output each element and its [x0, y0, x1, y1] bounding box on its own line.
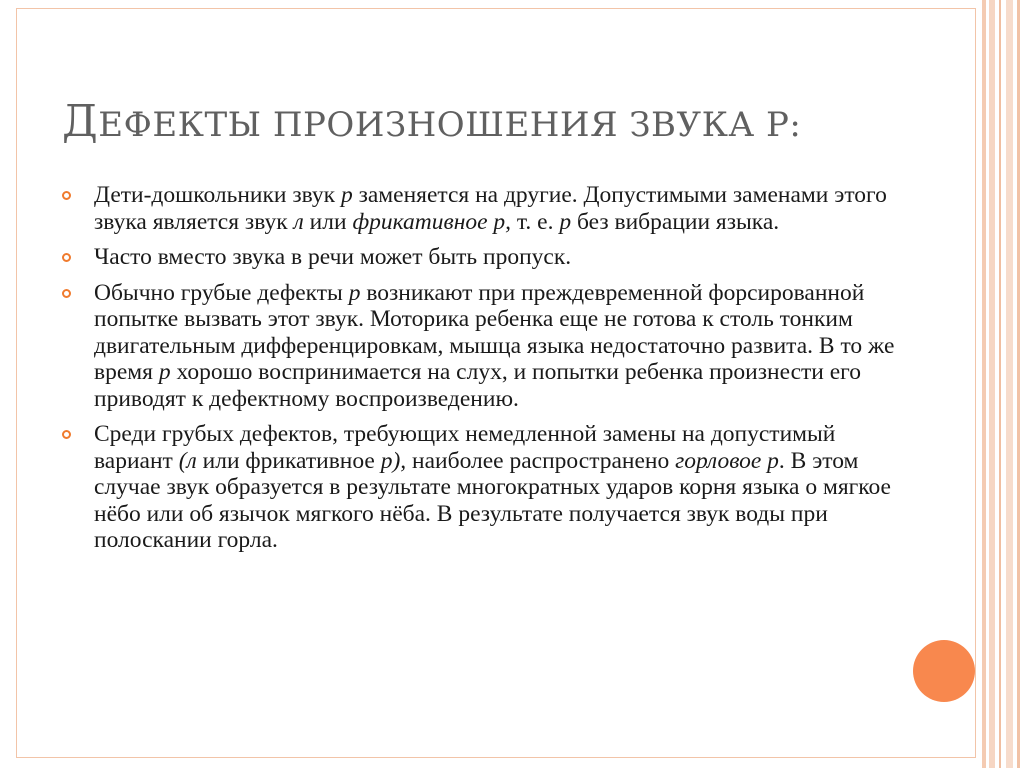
- bullet-text-italic: р),: [380, 447, 407, 474]
- bullet-ring-icon: [62, 191, 71, 200]
- bullet-text-run: Обычно грубые дефекты: [94, 279, 349, 306]
- bullet-item: [62, 244, 902, 271]
- bullet-list: [62, 182, 902, 563]
- bullet-text: [94, 421, 891, 553]
- bullet-text: [94, 280, 894, 412]
- decorative-stripe: [982, 0, 986, 768]
- bullet-text-italic: р: [348, 279, 361, 306]
- decorative-stripe: [989, 0, 995, 768]
- bullet-text: [94, 182, 887, 235]
- slide-title: [62, 96, 962, 147]
- bullet-text-run: возникают при преждевременной форсированной попытке вызвать этот звук. Моторика ребенка еще не готова к столь тонким двигательным дифференцировкам, мышца языка недостаточно развита. В то же время: [94, 279, 895, 385]
- bullet-text-run: наиболее распространено: [406, 447, 676, 474]
- decorative-stripe: [999, 0, 1001, 768]
- bullet-item: [62, 280, 902, 413]
- bullet-text-run: хорошо воспринимается на слух, и попытки ребенка произнести его приводят к дефектному воспроизведению.: [94, 359, 861, 412]
- bullet-text-run: . В этом случае звук образуется в результате многократных ударов корня языка о мягкое нёбо или об язычок мягкого нёба. В результате получается звук воды при полоскании горла.: [94, 447, 891, 553]
- bullet-text-run: Среди грубых дефектов, требующих немедленной замены на допустимый вариант: [94, 421, 836, 474]
- bullet-text-italic: р: [559, 208, 572, 235]
- bullet-text-run: т. е.: [511, 208, 560, 235]
- bullet-text-run: Дети-дошкольники звук: [94, 182, 341, 208]
- bullet-text-italic: (л: [178, 447, 197, 474]
- bullet-text-italic: р: [158, 359, 171, 385]
- bullet-item: [62, 182, 902, 235]
- bullet-ring-icon: [62, 253, 71, 262]
- bullet-text-italic: фрикативное р,: [352, 208, 512, 235]
- bullet-text-run: или: [303, 208, 353, 235]
- bullet-text-italic: р: [340, 182, 353, 208]
- bullet-text-run: Часто вместо звука в речи может быть пропуск.: [94, 244, 572, 270]
- slide-title-lead: Д: [62, 96, 99, 147]
- decorative-circle: [913, 640, 975, 702]
- slide-title-rest: ЕФЕКТЫ ПРОИЗНОШЕНИЯ ЗВУКА Р:: [98, 105, 802, 145]
- bullet-text-italic: л: [293, 208, 304, 235]
- bullet-ring-icon: [62, 430, 71, 439]
- bullet-ring-icon: [62, 289, 71, 298]
- decorative-stripe: [1017, 0, 1020, 768]
- bullet-text-run: заменяется на другие. Допустимыми заменами этого звука является звук: [94, 182, 887, 235]
- bullet-text: [94, 244, 571, 270]
- bullet-text-run: или фрикативное: [196, 447, 381, 474]
- bullet-text-run: без вибрации языка.: [571, 208, 780, 235]
- bullet-text-italic: горловое р: [675, 447, 779, 474]
- decorative-stripe: [1006, 0, 1013, 768]
- bullet-item: [62, 421, 902, 554]
